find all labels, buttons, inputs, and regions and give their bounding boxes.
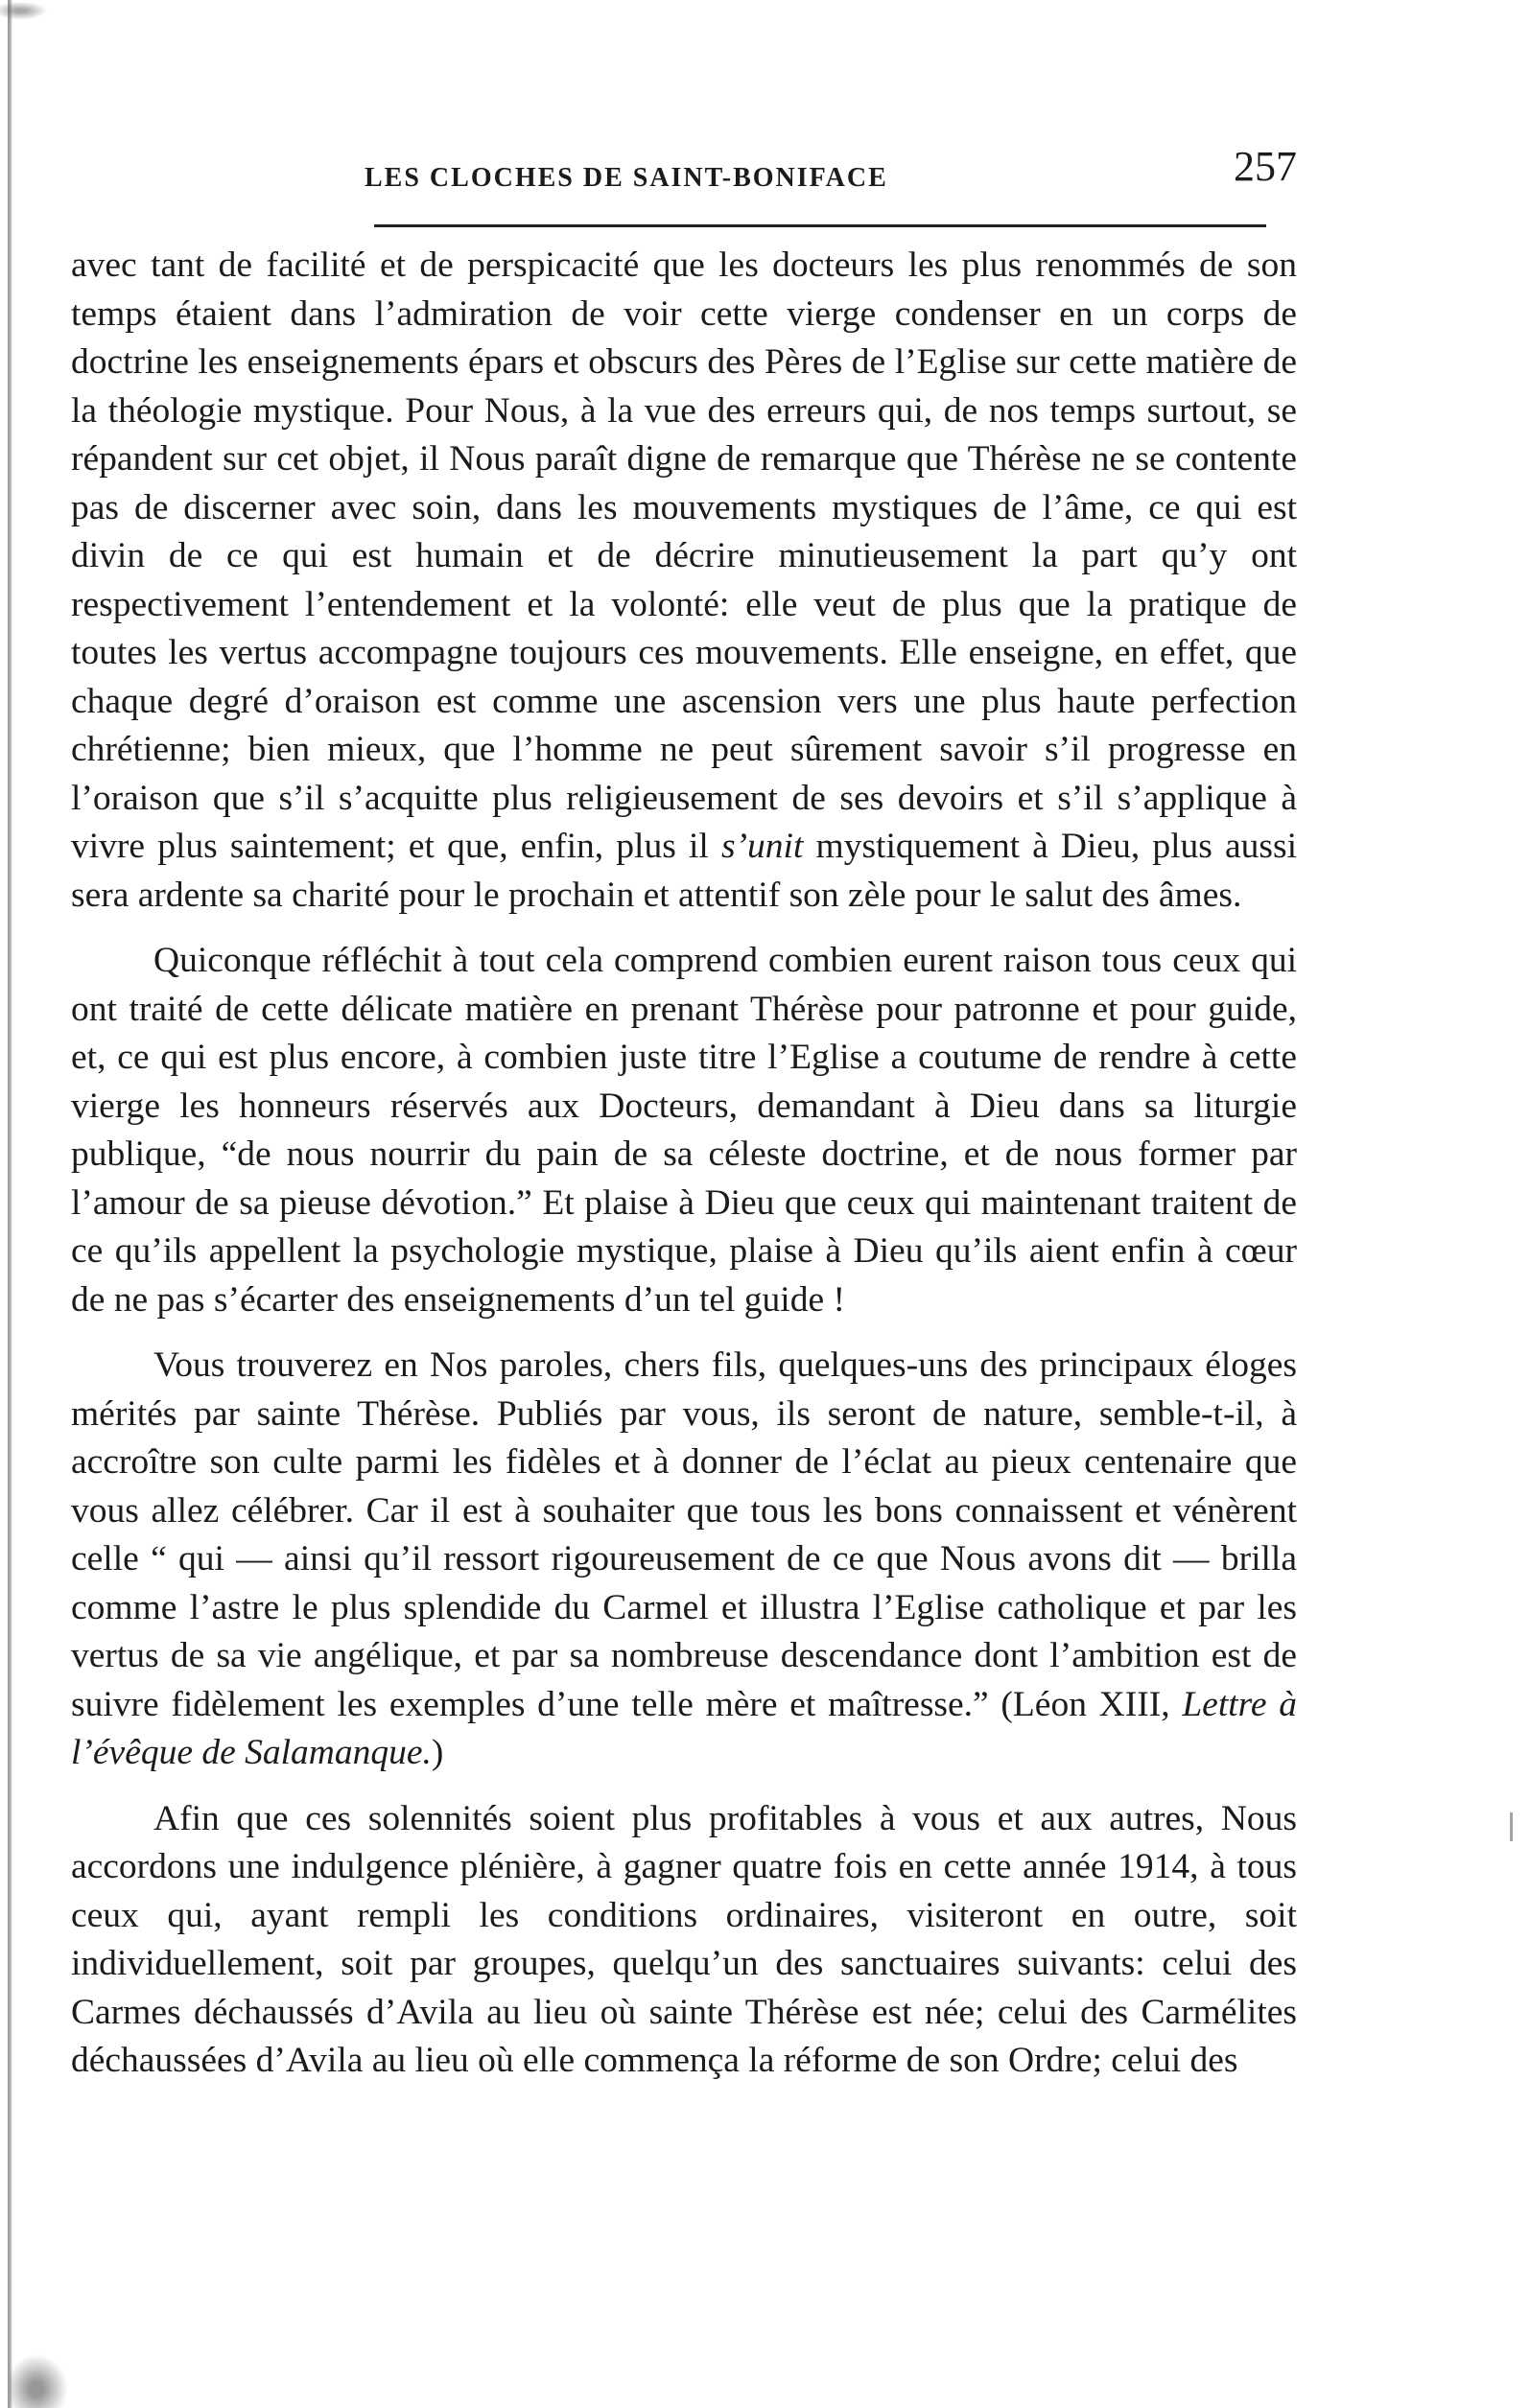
paragraph-1-text: avec tant de facilité et de perspicacité que les docteurs les plus renommés de son temps étaient dans l’admiration de voir cette vierge condenser en un corps de doctrine les enseignements épars et obscurs des Pères de l’Eglise sur cette matière de la théologie mystique. Pour Nous, à la vue des erreurs qui, de nos temps surtout, se répandent sur cet objet, il Nous paraît digne de remarque que Thérèse ne se contente pas de discerner avec soin, dans les mouvements mystiques de l’âme, ce qui est divin de ce qui est humain et de décrire minutieusement la part qu’y ont respectivement l’entendement et la volonté: elle veut de plus que la pratique de toutes les vertus accompagne toujours ces mouvements. Elle enseigne, en effet, que chaque degré d’oraison est comme une ascension vers une plus haute perfection chrétienne; bien mieux, que l’homme ne peut sûrement savoir s’il progresse en l’oraison que s’il s’acquitte plus religieusement de ses devoirs et s’il s’applique à vivre plus saintement; et que, enfin, plus il — [71, 245, 1297, 866]
paragraph-4 — [71, 1795, 1297, 2086]
margin-mark — [1510, 1812, 1513, 1841]
page-spine-shadow — [8, 0, 12, 2408]
paragraph-3-italic: Lettre à l’évêque de Salamanque. — [71, 1684, 1297, 1772]
page-number: 257 — [1234, 143, 1297, 190]
paragraph-2 — [71, 937, 1297, 1324]
running-title: LES CLOCHES DE SAINT-BONIFACE — [365, 163, 888, 193]
paragraph-1-tail: mystiquement à Dieu, plus aussi sera ardente sa charité pour le prochain et attentif son zèle pour le salut des âmes. — [71, 827, 1297, 915]
paragraph-3-text: Vous trouverez en Nos paroles, chers fils, quelques-uns des principaux éloges mérités par sainte Thérèse. Publiés par vous, ils seront de nature, semble-t-il, à accroître son culte parmi les fidèles et à donner de l’éclat au pieux centenaire que vous allez célébrer. Car il est à souhaiter que tous les bons connaissent et vénèrent celle “ qui — ainsi qu’il ressort rigoureusement de ce que Nous avons dit — brilla comme l’astre le plus splendide du Carmel et illustra l’Eglise catholique et par les vertus de sa vie angélique, et par sa nombreuse descendance dont l’ambition est de suivre fidèlement les exemples d’une telle mère et maîtresse.” (Léon XIII, — [71, 1345, 1297, 1724]
scan-speck-top — [0, 0, 67, 27]
paragraph-4-text: Afin que ces solennités soient plus profitables à vous et aux autres, Nous accordons une indulgence plénière, à gagner quatre fois en cette année 1914, à tous ceux qui, ayant rempli les conditions ordinaires, visiteront en outre, soit individuellement, soit par groupes, quelqu’un des sanctuaires suivants: celui des Carmes déchaussés d’Avila au lieu où sainte Thérèse est née; celui des Carmélites déchaussées d’Avila au lieu où elle commença la réforme de son Ordre; celui des — [71, 1798, 1297, 2080]
paragraph-3 — [71, 1342, 1297, 1778]
paragraph-2-text: Quiconque réfléchit à tout cela comprend combien eurent raison tous ceux qui ont traité de cette délicate matière en prenant Thérèse pour patronne et pour guide, et, ce qui est plus encore, à combien juste titre l’Eglise a coutume de rendre à cette vierge les honneurs réservés aux Docteurs, demandant à Dieu dans sa liturgie publique, “de nous nourrir du pain de sa céleste doctrine, et de nous former par l’amour de sa pieuse dévotion.” Et plaise à Dieu que ceux qui maintenant traitent de ce qu’ils appellent la psychologie mystique, plaise à Dieu qu’ils aient enfin à cœur de ne pas s’écarter des enseignements d’un tel guide ! — [71, 941, 1297, 1320]
paragraph-1 — [71, 242, 1297, 920]
body-text — [71, 242, 1297, 2103]
paragraph-3-tail: ) — [431, 1733, 444, 1772]
paragraph-1-italic: s’unit — [720, 827, 804, 866]
header-rule — [374, 224, 1266, 227]
scan-speck-bottom — [10, 2345, 77, 2408]
